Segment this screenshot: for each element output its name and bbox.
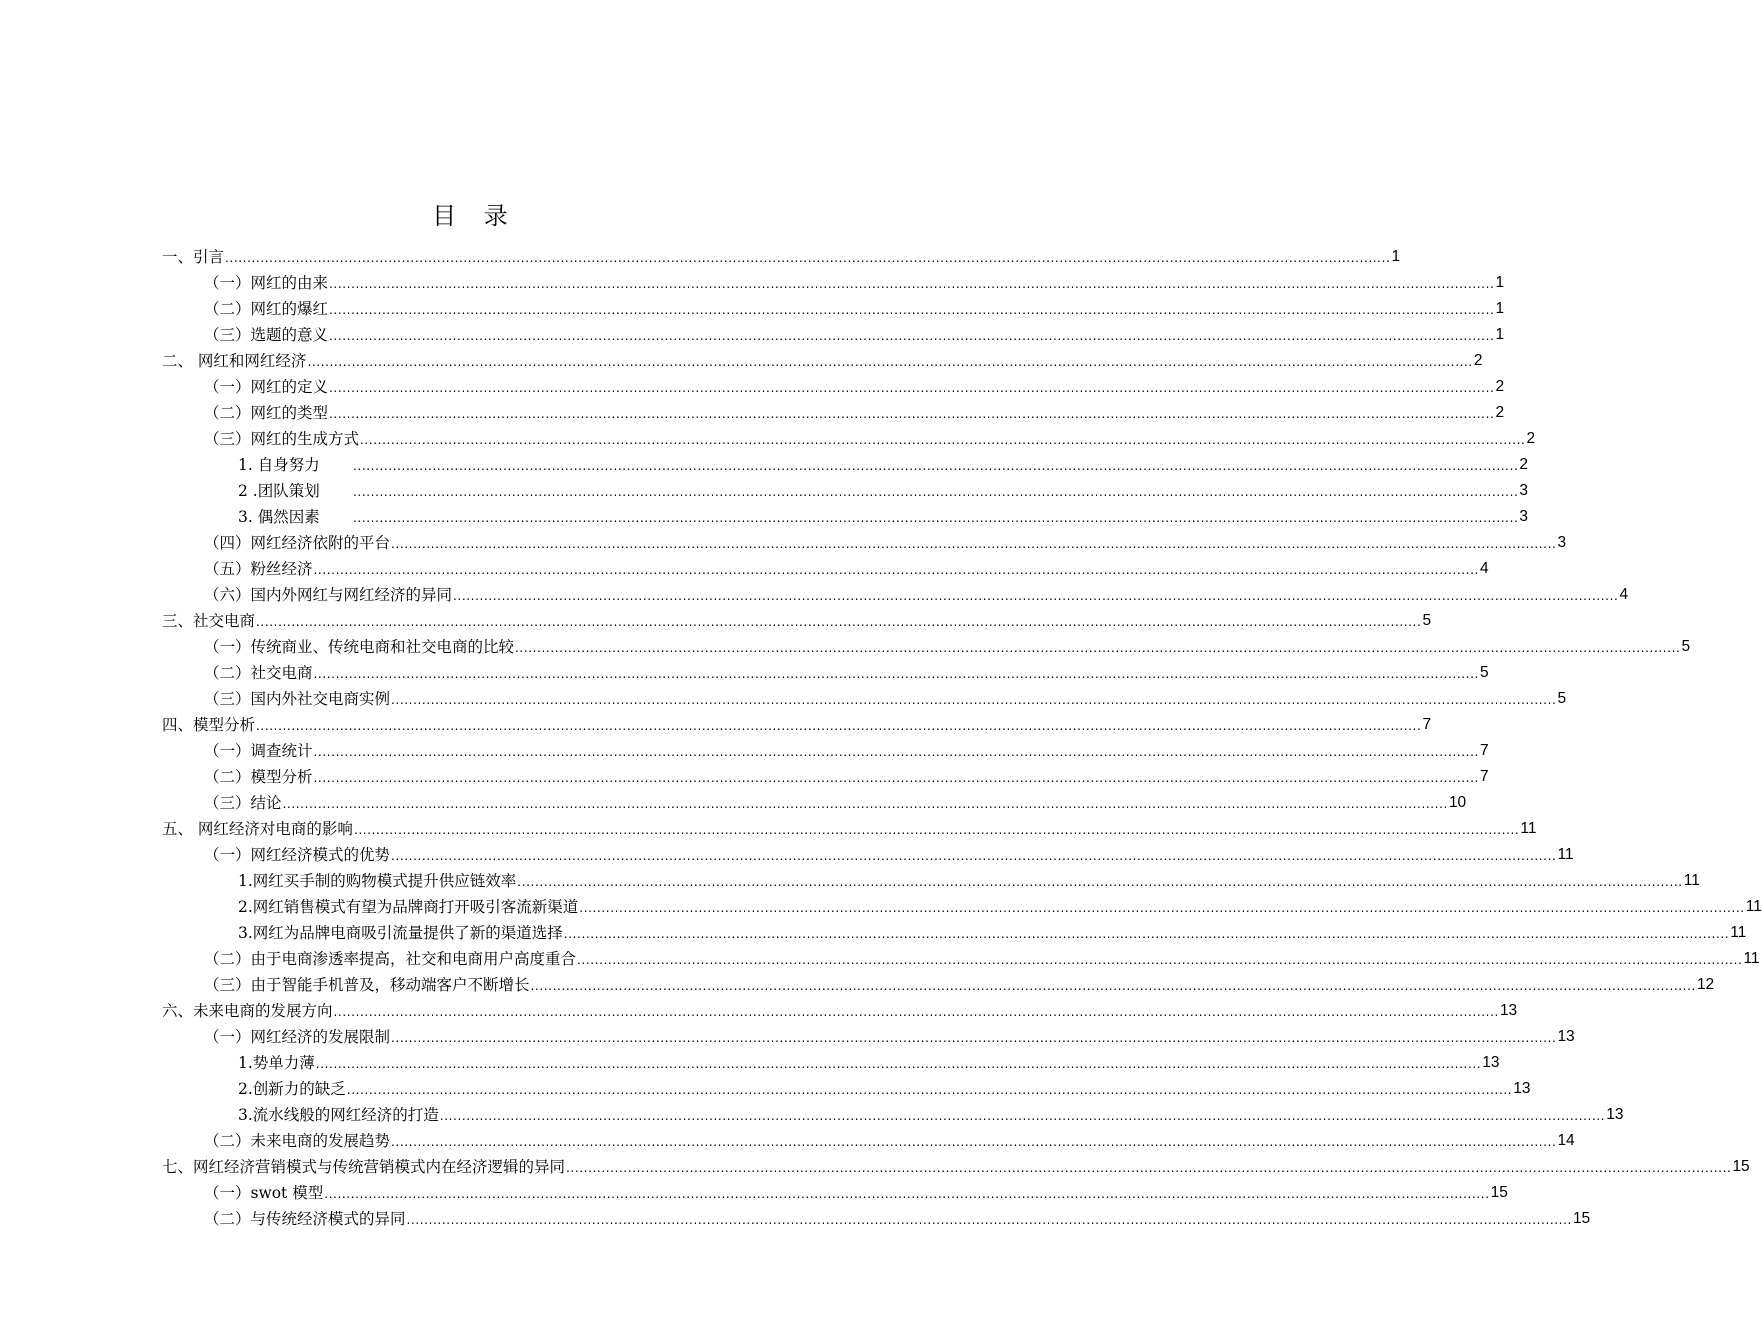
dot-leader: ........................................................................................................................................................................................................................................................................ bbox=[353, 485, 1519, 499]
dot-leader: ........................................................................................................................................................................................................................................................................ bbox=[329, 407, 1495, 421]
toc-entry[interactable] bbox=[162, 813, 1537, 839]
toc-entry-page: 2 bbox=[1526, 430, 1536, 447]
toc-entry-text: 3. 偶然因素 bbox=[238, 508, 320, 526]
toc-entry-page: 2 bbox=[1495, 378, 1505, 395]
dot-leader: ........................................................................................................................................................................................................................................................................ bbox=[324, 1187, 1490, 1201]
toc-entry[interactable] bbox=[162, 995, 1518, 1021]
dot-leader: ........................................................................................................................................................................................................................................................................ bbox=[346, 1083, 1513, 1097]
toc-entry-page: 3 bbox=[1557, 534, 1567, 551]
dot-leader: ........................................................................................................................................................................................................................................................................ bbox=[391, 1031, 1557, 1045]
toc-entry-page: 11 bbox=[1745, 898, 1762, 915]
toc-entry-page: 5 bbox=[1479, 664, 1489, 681]
toc-entry-text: （一）网红的由来 bbox=[204, 274, 329, 292]
toc-entry[interactable] bbox=[204, 1177, 1508, 1203]
toc-entry-text: 3.流水线般的网红经济的打造 bbox=[238, 1106, 439, 1124]
toc-entry[interactable] bbox=[238, 865, 1700, 891]
toc-entry-page: 14 bbox=[1557, 1132, 1575, 1149]
toc-entry[interactable] bbox=[204, 631, 1691, 657]
toc-entry[interactable] bbox=[204, 423, 1536, 449]
toc-entry-page: 2 bbox=[1473, 352, 1483, 369]
toc-entry-text: （四）网红经济依附的平台 bbox=[204, 534, 391, 552]
toc-entry-text: （二）模型分析 bbox=[204, 768, 313, 786]
toc-entry-text: （三）国内外社交电商实例 bbox=[204, 690, 391, 708]
toc-entry-text: （三）网红的生成方式 bbox=[204, 430, 360, 448]
toc-entry[interactable] bbox=[204, 943, 1760, 969]
toc-entry[interactable] bbox=[238, 501, 1529, 527]
toc-entry-text: 1. 自身努力 bbox=[238, 456, 320, 474]
dot-leader: ........................................................................................................................................................................................................................................................................ bbox=[256, 615, 1422, 629]
toc-entry-text: （三）结论 bbox=[204, 794, 282, 812]
toc-entry[interactable] bbox=[238, 891, 1762, 917]
dot-leader: ........................................................................................................................................................................................................................................................................ bbox=[453, 589, 1619, 603]
dot-leader: ........................................................................................................................................................................................................................................................................ bbox=[391, 693, 1557, 707]
toc-entry[interactable] bbox=[204, 1125, 1575, 1151]
toc-entry-page: 3 bbox=[1519, 482, 1529, 499]
toc-entry-text: （一）调查统计 bbox=[204, 742, 313, 760]
toc-entry-page: 11 bbox=[1730, 924, 1747, 941]
dot-leader: ........................................................................................................................................................................................................................................................................ bbox=[307, 355, 1473, 369]
dot-leader: ........................................................................................................................................................................................................................................................................ bbox=[577, 953, 1743, 967]
dot-leader: ........................................................................................................................................................................................................................................................................ bbox=[391, 1135, 1557, 1149]
dot-leader: ........................................................................................................................................................................................................................................................................ bbox=[517, 875, 1683, 889]
dot-leader: ........................................................................................................................................................................................................................................................................ bbox=[315, 1057, 1482, 1071]
toc-entry-text: （二）网红的爆红 bbox=[204, 300, 329, 318]
toc-entry-page: 11 bbox=[1743, 950, 1760, 967]
toc-entry-text: （三）由于智能手机普及，移动端客户不断增长 bbox=[204, 976, 530, 994]
toc-entry-page: 15 bbox=[1572, 1210, 1591, 1227]
dot-leader: ........................................................................................................................................................................................................................................................................ bbox=[329, 329, 1495, 343]
toc-entry-page: 2 bbox=[1495, 404, 1505, 421]
toc-entry-page: 11 bbox=[1520, 820, 1537, 837]
toc-entry[interactable] bbox=[204, 969, 1715, 995]
dot-leader: ........................................................................................................................................................................................................................................................................ bbox=[329, 277, 1495, 291]
toc-title: 目 录 bbox=[432, 202, 518, 230]
dot-leader: ........................................................................................................................................................................................................................................................................ bbox=[360, 433, 1526, 447]
toc-entry[interactable] bbox=[204, 683, 1567, 709]
toc-entry-text: 2.网红销售模式有望为品牌商打开吸引客流新渠道 bbox=[238, 898, 579, 916]
toc-entry[interactable] bbox=[162, 605, 1432, 631]
toc-entry[interactable] bbox=[238, 475, 1529, 501]
toc-entry[interactable] bbox=[238, 449, 1529, 475]
toc-entry[interactable] bbox=[204, 371, 1505, 397]
toc-entry-text: 一、引言 bbox=[162, 248, 225, 266]
toc-entry-text: （一）传统商业、传统电商和社交电商的比较 bbox=[204, 638, 515, 656]
toc-entry-text: （二）由于电商渗透率提高，社交和电商用户高度重合 bbox=[204, 950, 577, 968]
dot-leader: ........................................................................................................................................................................................................................................................................ bbox=[282, 797, 1448, 811]
toc-entry-page: 15 bbox=[1490, 1184, 1508, 1201]
dot-leader: ........................................................................................................................................................................................................................................................................ bbox=[256, 719, 1422, 733]
toc-entry-page: 11 bbox=[1683, 872, 1700, 889]
dot-leader: ........................................................................................................................................................................................................................................................................ bbox=[329, 381, 1495, 395]
toc-entry-page: 5 bbox=[1557, 690, 1567, 707]
toc-entry-page: 13 bbox=[1499, 1002, 1518, 1019]
dot-leader: ........................................................................................................................................................................................................................................................................ bbox=[391, 537, 1557, 551]
toc-entry[interactable] bbox=[238, 917, 1747, 943]
toc-entry-page: 4 bbox=[1619, 586, 1629, 603]
dot-leader: ........................................................................................................................................................................................................................................................................ bbox=[313, 667, 1479, 681]
toc-entry[interactable] bbox=[204, 735, 1489, 761]
toc-entry-page: 13 bbox=[1513, 1080, 1531, 1097]
toc-entry-text: 1.网红买手制的购物模式提升供应链效率 bbox=[238, 872, 517, 890]
toc-entry-text: 三、社交电商 bbox=[162, 612, 256, 630]
toc-entry[interactable] bbox=[204, 553, 1489, 579]
toc-entry-page: 7 bbox=[1479, 768, 1489, 785]
toc-entry[interactable] bbox=[204, 319, 1505, 345]
dot-leader: ........................................................................................................................................................................................................................................................................ bbox=[439, 1109, 1606, 1123]
toc-entry-text: （五）粉丝经济 bbox=[204, 560, 313, 578]
toc-entry-page: 10 bbox=[1448, 794, 1467, 811]
toc-entry-text: （六）国内外网红与网红经济的异同 bbox=[204, 586, 453, 604]
toc-entry-text: 2 .团队策划 bbox=[238, 482, 320, 500]
toc-entry-page: 15 bbox=[1732, 1158, 1750, 1175]
toc-entry-page: 4 bbox=[1479, 560, 1489, 577]
toc-entry-page: 5 bbox=[1681, 638, 1691, 655]
toc-entry[interactable] bbox=[204, 839, 1574, 865]
toc-entry-text: 七、网红经济营销模式与传统营销模式内在经济逻辑的异同 bbox=[162, 1158, 566, 1176]
toc-entry-page: 1 bbox=[1495, 300, 1505, 317]
toc-entry-page: 1 bbox=[1495, 274, 1505, 291]
toc-entry-text: 1.势单力薄 bbox=[238, 1054, 315, 1072]
dot-leader: ........................................................................................................................................................................................................................................................................ bbox=[313, 771, 1479, 785]
dot-leader: ........................................................................................................................................................................................................................................................................ bbox=[530, 979, 1696, 993]
toc-entry[interactable] bbox=[204, 1203, 1591, 1229]
dot-leader: ........................................................................................................................................................................................................................................................................ bbox=[563, 927, 1730, 941]
toc-entry[interactable] bbox=[204, 397, 1505, 423]
toc-entry-text: （二）社交电商 bbox=[204, 664, 313, 682]
toc-entry-text: （二）与传统经济模式的异同 bbox=[204, 1210, 406, 1228]
dot-leader: ........................................................................................................................................................................................................................................................................ bbox=[225, 251, 1391, 265]
toc-entry-text: （一）网红经济的发展限制 bbox=[204, 1028, 391, 1046]
toc-entry[interactable] bbox=[204, 1021, 1575, 1047]
dot-leader: ........................................................................................................................................................................................................................................................................ bbox=[353, 823, 1520, 837]
toc-entry-text: （二）未来电商的发展趋势 bbox=[204, 1132, 391, 1150]
toc-entry[interactable] bbox=[204, 267, 1505, 293]
toc-entry-text: 五、 网红经济对电商的影响 bbox=[162, 820, 353, 838]
dot-leader: ........................................................................................................................................................................................................................................................................ bbox=[391, 849, 1557, 863]
toc-entry[interactable] bbox=[204, 527, 1567, 553]
toc-entry[interactable] bbox=[204, 761, 1489, 787]
toc-entry[interactable] bbox=[204, 293, 1505, 319]
toc-entry-page: 3 bbox=[1519, 508, 1529, 525]
toc-entry-text: （一）网红的定义 bbox=[204, 378, 329, 396]
dot-leader: ........................................................................................................................................................................................................................................................................ bbox=[329, 303, 1495, 317]
dot-leader: ........................................................................................................................................................................................................................................................................ bbox=[515, 641, 1681, 655]
toc-entry-text: （三）选题的意义 bbox=[204, 326, 329, 344]
toc-entry[interactable] bbox=[162, 1151, 1750, 1177]
toc-entry[interactable] bbox=[238, 1099, 1624, 1125]
toc-entry[interactable] bbox=[204, 579, 1629, 605]
toc-entry-page: 13 bbox=[1557, 1028, 1575, 1045]
dot-leader: ........................................................................................................................................................................................................................................................................ bbox=[353, 511, 1519, 525]
dot-leader: ........................................................................................................................................................................................................................................................................ bbox=[313, 745, 1479, 759]
toc-entry[interactable] bbox=[238, 1047, 1500, 1073]
dot-leader: ........................................................................................................................................................................................................................................................................ bbox=[353, 459, 1519, 473]
toc-entry-text: 六、未来电商的发展方向 bbox=[162, 1002, 333, 1020]
toc-entry[interactable] bbox=[204, 657, 1489, 683]
toc-entry-page: 1 bbox=[1391, 248, 1401, 265]
toc-entry-page: 5 bbox=[1422, 612, 1432, 629]
toc-entry-text: 3.网红为品牌电商吸引流量提供了新的渠道选择 bbox=[238, 924, 563, 942]
toc-entry[interactable] bbox=[162, 241, 1401, 267]
toc-entry-text: （一）网红经济模式的优势 bbox=[204, 846, 391, 864]
toc-entry-text: 二、 网红和网红经济 bbox=[162, 352, 307, 370]
toc-entry-page: 7 bbox=[1479, 742, 1489, 759]
toc-entry-text: 2.创新力的缺乏 bbox=[238, 1080, 346, 1098]
toc-entry-text: （二）网红的类型 bbox=[204, 404, 329, 422]
toc-entry-page: 11 bbox=[1557, 846, 1574, 863]
toc-entry-text: 四、模型分析 bbox=[162, 716, 256, 734]
dot-leader: ........................................................................................................................................................................................................................................................................ bbox=[313, 563, 1479, 577]
toc-entry-page: 13 bbox=[1606, 1106, 1624, 1123]
dot-leader: ........................................................................................................................................................................................................................................................................ bbox=[406, 1213, 1572, 1227]
toc-entry-text: （一）swot 模型 bbox=[204, 1184, 324, 1202]
toc-entry-page: 1 bbox=[1495, 326, 1505, 343]
toc-entry-page: 13 bbox=[1482, 1054, 1500, 1071]
dot-leader: ........................................................................................................................................................................................................................................................................ bbox=[566, 1161, 1732, 1175]
toc-entry[interactable] bbox=[162, 345, 1483, 371]
toc-entry-page: 7 bbox=[1422, 716, 1432, 733]
toc-entry[interactable] bbox=[204, 787, 1467, 813]
toc-entry[interactable] bbox=[162, 709, 1432, 735]
toc-entry-page: 2 bbox=[1519, 456, 1529, 473]
toc-entry[interactable] bbox=[238, 1073, 1531, 1099]
dot-leader: ........................................................................................................................................................................................................................................................................ bbox=[333, 1005, 1499, 1019]
toc-entry-page: 12 bbox=[1696, 976, 1715, 993]
dot-leader: ........................................................................................................................................................................................................................................................................ bbox=[579, 901, 1745, 915]
